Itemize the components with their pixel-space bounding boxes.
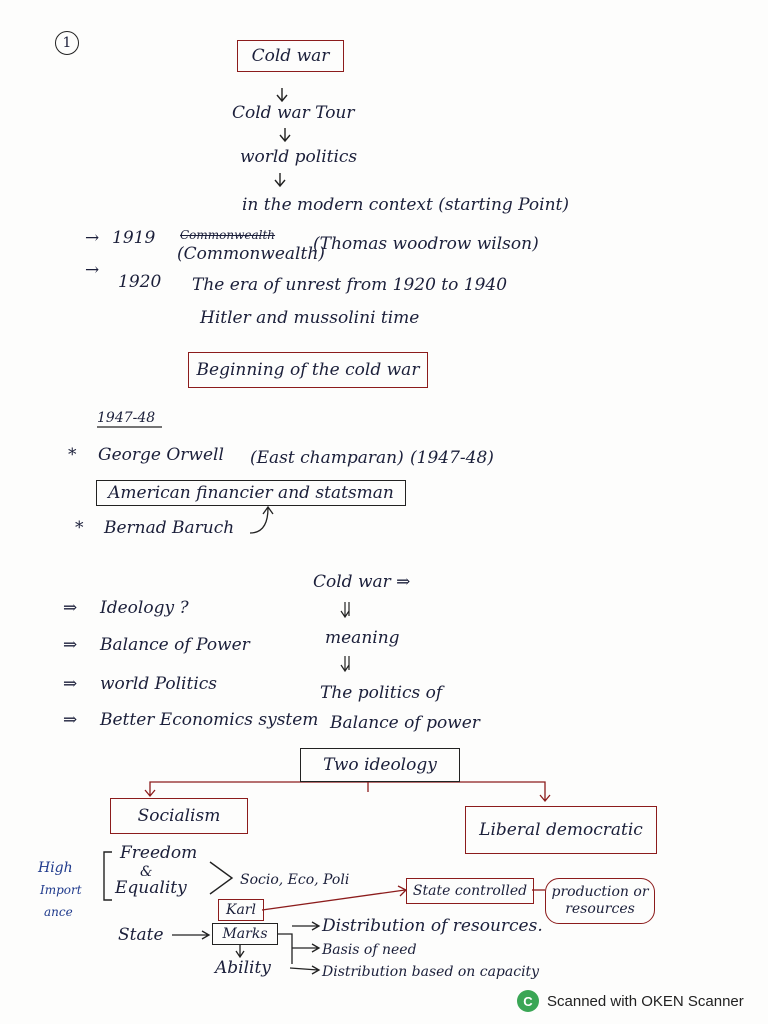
list-item-better-economics: Better Economics system [100,710,319,730]
orwell-years: (1947-48) [410,448,494,468]
list-item-balance-of-power: Balance of Power [100,635,250,655]
person-marker: * [68,445,77,465]
period-1947-48: 1947-48 [97,410,156,426]
timeline-arrow-1919: → [85,228,100,248]
east-champaran: (East champaran) [250,448,404,468]
timeline-year-1920: 1920 [118,272,162,292]
list-arrow-4: ⇒ [63,710,78,730]
socio-eco-poli-label: Socio, Eco, Poli [240,872,350,888]
production-resources-box: production or resources [545,878,655,924]
socialism-box: Socialism [110,798,248,834]
cold-war-label: Cold war ⇒ [313,572,411,592]
flow-item-cold-war-tour: Cold war Tour [232,103,355,123]
timeline-wilson-note: (Thomas woodrow wilson) [313,234,539,254]
freedom-label: Freedom [120,843,198,863]
page-number: 1 [55,31,79,55]
karl-box: Karl [218,899,264,921]
flow-item-modern-context: in the modern context (starting Point) [242,195,570,215]
oken-scanner-logo-icon: C [517,990,539,1012]
timeline-year-1919: 1919 [112,228,156,248]
politics-of-label: The politics of [320,683,443,703]
timeline-hitler-mussolini: Hitler and mussolini time [200,308,420,328]
timeline-arrow-1920: → [85,260,100,280]
timeline-era-of-unrest: The era of unrest from 1920 to 1940 [192,275,508,295]
balance-of-power-label: Balance of power [330,713,480,733]
timeline-commonwealth: (Commonwealth) [177,244,325,264]
liberal-democratic-box: Liberal democratic [465,806,657,854]
ability-label: Ability [215,958,271,978]
list-arrow-2: ⇒ [63,635,78,655]
financier-box: American financier and statsman [96,480,406,506]
beginning-of-cold-war-box: Beginning of the cold war [188,352,428,388]
side-label-ance: ance [44,905,73,919]
and-sign: & [140,864,153,880]
person-george-orwell: George Orwell [98,445,224,465]
title-cold-war-box: Cold war [237,40,344,72]
list-item-ideology: Ideology ? [100,598,189,618]
basis-of-need: Basis of need [322,942,417,958]
list-item-world-politics: world Politics [100,674,218,694]
side-label-import: Import [40,883,82,897]
side-label-high: High [38,860,73,876]
state-controlled-box: State controlled [406,878,534,904]
distribution-based-on-capacity: Distribution based on capacity [322,964,540,980]
scanner-watermark-text: Scanned with OKEN Scanner [547,992,744,1010]
flow-item-world-politics: world politics [240,147,358,167]
list-arrow-3: ⇒ [63,674,78,694]
person-marker-2: * [75,518,84,538]
state-label: State [118,925,164,945]
list-arrow-1: ⇒ [63,598,78,618]
struck-word: Commonwealth [180,228,276,242]
distribution-of-resources: Distribution of resources. [322,916,543,936]
person-bernad-baruch: Bernad Baruch [104,518,235,538]
scanner-watermark [517,990,744,1012]
meaning-label: meaning [325,628,400,648]
two-ideology-box: Two ideology [300,748,460,782]
marks-box: Marks [212,923,278,945]
equality-label: Equality [115,878,187,898]
